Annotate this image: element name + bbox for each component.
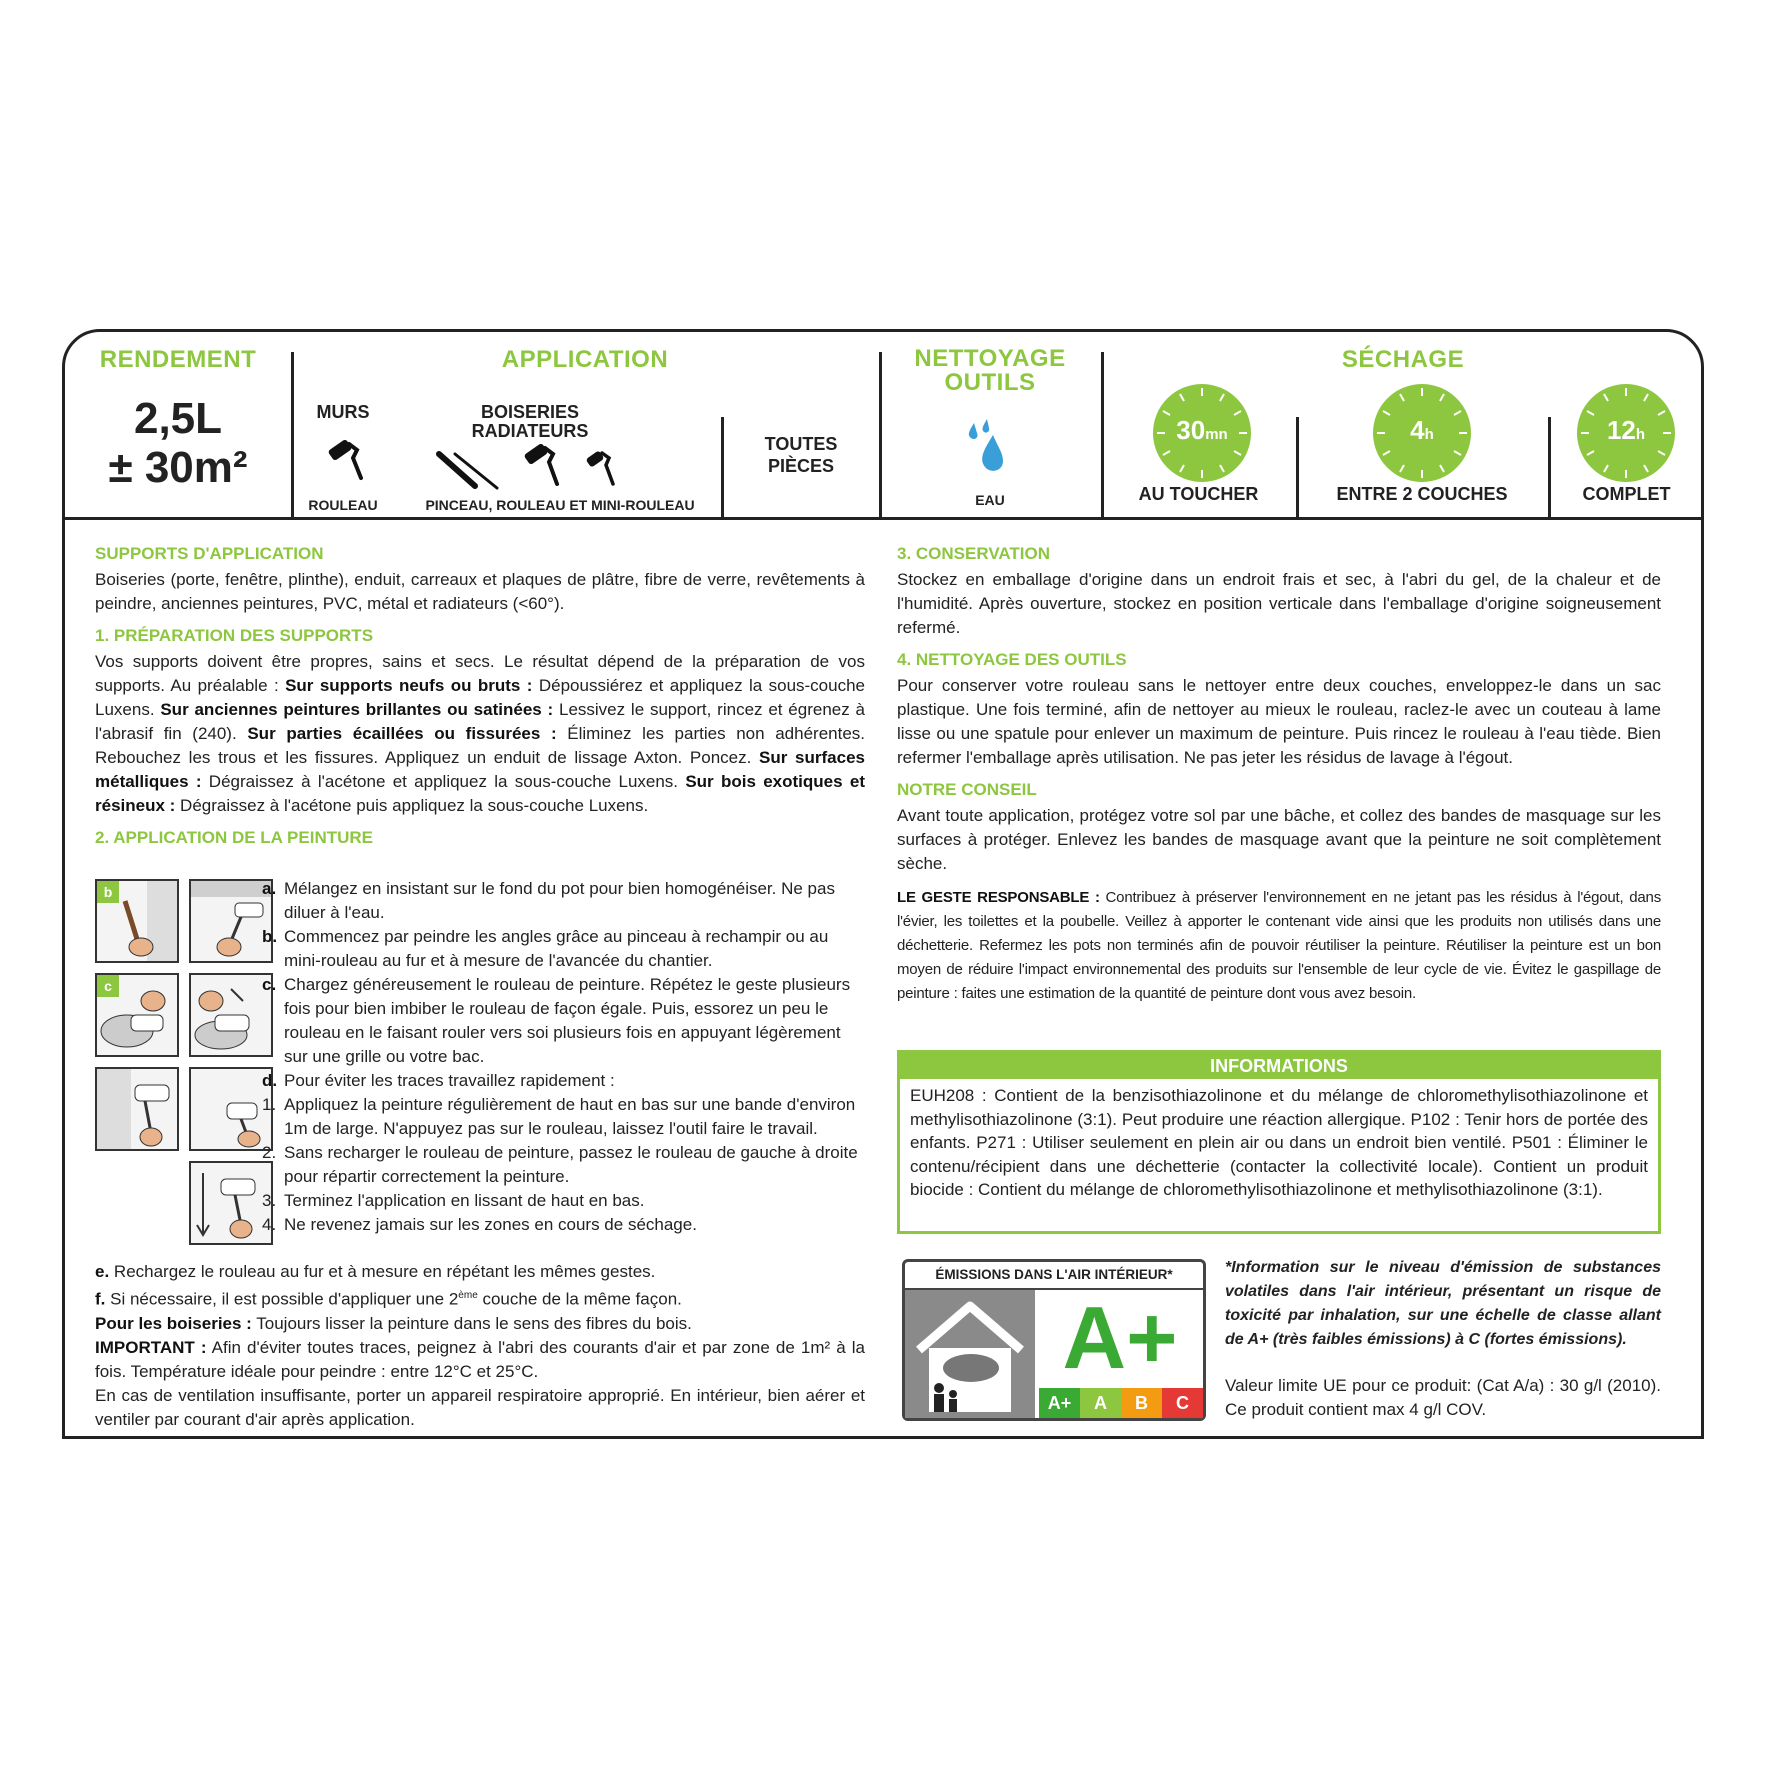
emissions-note: *Information sur le niveau d'émission de substances volatiles dans l'air intérieur, présentant un risque de toxicité par inhalation, sur une échelle de classe allant de A+ (très faibles émissions) à C (fortes émissions). bbox=[1225, 1259, 1661, 1348]
header-band bbox=[65, 332, 1701, 520]
dry-value: 4 bbox=[1410, 415, 1425, 445]
scale-a: A bbox=[1080, 1388, 1121, 1418]
product-info-panel bbox=[62, 329, 1704, 1439]
illustration-roll-horizontal bbox=[189, 1067, 273, 1151]
application-steps bbox=[262, 877, 865, 1237]
step-tag: c bbox=[97, 975, 119, 997]
clock-icon bbox=[1373, 384, 1471, 482]
emissions-scale bbox=[1039, 1388, 1203, 1418]
illustration-roll-vertical bbox=[95, 1067, 179, 1151]
conservation-title: 3. CONSERVATION bbox=[897, 544, 1051, 563]
mini-roller-icon bbox=[585, 448, 619, 490]
dry-label: AU TOUCHER bbox=[1138, 484, 1259, 504]
informations-box bbox=[897, 1050, 1661, 1234]
murs-label: MURS bbox=[316, 402, 370, 422]
toutes-label: TOUTES bbox=[764, 434, 838, 454]
note-f: f. Si nécessaire, il est possible d'appliquer une 2ème couche de la même façon. bbox=[95, 1289, 682, 1309]
preparation-text: Vos supports doivent être propres, sains et secs. Le résultat dépend de la préparation de vos supports. Au préalable : Sur supports neufs ou bruts : Dépoussiérez et appliquez la sous-couche Luxens. Sur anciennes peintures brillantes ou satinées : Lessivez le support, rincez et égrenez à l'abrasif fin (240). Sur parties écaillées ou fissurées : Éliminez les parties non adhérentes. Rebouchez les trous et les fissures. Appliquez un enduit de lissage Axton. Poncez. Sur surfaces métalliques : Dégraissez à l'acétone et appliquez la sous-couche Luxens. Sur bois exotiques et résineux : Dégraissez à l'acétone puis appliquez la sous-couche Luxens. bbox=[95, 652, 866, 815]
brush-icon bbox=[435, 450, 505, 490]
illustration-brush-corner bbox=[95, 879, 179, 963]
nettoyage-title: NETTOYAGE bbox=[914, 345, 1066, 372]
emissions-grade: A+ bbox=[1062, 1288, 1178, 1387]
supports-text: Boiseries (porte, fenêtre, plinthe), enduit, carreaux et plaques de plâtre, fibre de verre, revêtements à peindre, anciennes peintures, PVC, métal et radiateurs (<60°). bbox=[95, 570, 865, 613]
step-tag: b bbox=[97, 881, 119, 903]
note-important: IMPORTANT : Afin d'éviter toutes traces, peignez à l'abri des courants d'air et par zone de 1m² à la fois. Température idéale pour peindre : entre 12°C et 25°C. bbox=[95, 1337, 865, 1381]
nettoyage-outils-text: Pour conserver votre rouleau sans le nettoyer entre deux couches, enveloppez-le dans un sac plastique. Une fois terminé, afin de nettoyer au mieux le rouleau, raclez-le avec un couteau à lame lisse ou une spatule pour enlever un maximum de peinture. Puis rincez le rouleau à l'eau tiède. Bien refermer l'emballage après utilisation. Ne pas jeter les résidus de lavage à l'égout. bbox=[897, 676, 1661, 767]
sechage-title: SÉCHAGE bbox=[1341, 346, 1465, 373]
roller-icon bbox=[327, 438, 367, 484]
roller-icon bbox=[523, 442, 565, 490]
scale-b: B bbox=[1121, 1388, 1162, 1418]
step-item: 4. Ne revenez jamais sur les zones en cours de séchage. bbox=[262, 1215, 697, 1234]
valeur-limite: Valeur limite UE pour ce produit: (Cat A/a) : 30 g/l (2010). Ce produit contient max 4 g/l COV. bbox=[1225, 1376, 1661, 1419]
step-item: 3. Terminez l'application en lissant de haut en bas. bbox=[262, 1191, 645, 1210]
divider bbox=[721, 417, 724, 517]
dry-unit: h bbox=[1424, 426, 1434, 443]
application-peinture-title: 2. APPLICATION DE LA PEINTURE bbox=[95, 828, 374, 847]
step-item: a. Mélangez en insistant sur le fond du pot pour bien homogénéiser. Ne pas diluer à l'eau. bbox=[262, 879, 835, 922]
boiseries-label: BOISERIES bbox=[480, 402, 580, 422]
water-drops-icon bbox=[965, 417, 1015, 479]
rendement-volume: 2,5L bbox=[133, 394, 223, 443]
outils-title: OUTILS bbox=[944, 369, 1036, 396]
step-item: b. Commencez par peindre les angles grâce au pinceau à rechampir ou au mini-rouleau au fur et à mesure de l'avancée du chantier. bbox=[262, 927, 829, 970]
dry-value: 12 bbox=[1606, 415, 1636, 445]
step-item: d. Pour éviter les traces travaillez rapidement : bbox=[262, 1071, 615, 1090]
conseil-title: NOTRE CONSEIL bbox=[897, 780, 1037, 799]
right-column bbox=[897, 536, 1661, 1006]
nettoyage-outils-title: 4. NETTOYAGE DES OUTILS bbox=[897, 650, 1127, 669]
dry-unit: mn bbox=[1205, 426, 1228, 443]
conservation-text: Stockez en emballage d'origine dans un endroit frais et sec, à l'abri du gel, de la chaleur et de l'humidité. Après ouverture, stockez en position verticale dans l'emballage d'origine soigneusement refermé. bbox=[897, 570, 1661, 637]
scale-a-plus: A+ bbox=[1039, 1388, 1080, 1418]
radiateurs-label: RADIATEURS bbox=[471, 421, 589, 441]
emissions-label bbox=[902, 1259, 1206, 1421]
application-title: APPLICATION bbox=[501, 346, 669, 373]
step-item: 1. Appliquez la peinture régulièrement de haut en bas sur une bande d'environ 1m de large. N'appuyez pas sur le rouleau, laissez l'outil faire le travail. bbox=[262, 1095, 856, 1138]
illustration-mini-roller bbox=[189, 879, 273, 963]
illustration-smooth-down bbox=[189, 1161, 273, 1245]
dry-label: ENTRE 2 COUCHES bbox=[1336, 484, 1508, 504]
divider bbox=[291, 352, 294, 517]
clock-icon bbox=[1153, 384, 1251, 482]
rendement-title: RENDEMENT bbox=[99, 346, 257, 373]
rendement-coverage: ± 30m² bbox=[108, 443, 248, 492]
note-e: e. Rechargez le rouleau au fur et à mesure en répétant les mêmes gestes. bbox=[95, 1262, 656, 1281]
left-column bbox=[95, 536, 865, 852]
informations-text: EUH208 : Contient de la benzisothiazolinone et du mélange de chloromethylisothiazolinone et methylisothiazolinone (3:1). Peut produire une réaction allergique. P102 : Tenir hors de portée des enfants. P271 : Utiliser seulement en plein air ou dans un endroit bien ventilé. P501 : Éliminer le contenu/récipient dans une déchetterie (contacter la collectivité locale). Contient un produit biocide : Contient du mélange de chloromethylisothiazolinone et methylisothiazolinone (3:1). bbox=[910, 1086, 1648, 1199]
step-item: 2. Sans recharger le rouleau de peinture, passez le rouleau de gauche à droite pour répartir correctement la peinture. bbox=[262, 1143, 858, 1186]
note-ventilation: En cas de ventilation insuffisante, porter un appareil respiratoire approprié. En intérieur, bien aérer et ventiler par courant d'air après application. bbox=[95, 1385, 865, 1429]
dry-label: COMPLET bbox=[1582, 484, 1671, 504]
scale-c: C bbox=[1162, 1388, 1203, 1418]
conseil-text: Avant toute application, protégez votre sol par une bâche, et collez des bandes de masquage sur les surfaces à protéger. Enlevez les bandes de masquage avant que la peinture ne soit complètement sèche. bbox=[897, 806, 1661, 873]
dry-value: 30 bbox=[1176, 415, 1206, 445]
step-item: c. Chargez généreusement le rouleau de peinture. Répétez le geste plusieurs fois pour bien imbiber le rouleau de façon égale. Puis, essorez un peu le rouleau en le faisant rouler vers soi plusieurs fois en appuyant légèrement sur une grille ou votre bac. bbox=[262, 975, 851, 1066]
emissions-title: ÉMISSIONS DANS L'AIR INTÉRIEUR* bbox=[905, 1262, 1203, 1290]
informations-title: INFORMATIONS bbox=[900, 1053, 1658, 1079]
geste-responsable: LE GESTE RESPONSABLE : Contribuez à préserver l'environnement en ne jetant pas les résidus à l'égout, dans l'évier, les toilettes et la poubelle. Veillez à apporter le contenant vide ainsi que les produits non utilisés dans une déchetterie. Refermez les pots non terminés afin de pouvoir réutiliser la peinture. Réutiliser la peinture est un bon moyen de réduire l'impact environnemental des produits sur l'ensemble de leur cycle de vie. Évitez le gaspillage de peinture : faites une estimation de la quantité de peinture dont vous avez besoin. bbox=[897, 889, 1662, 1002]
house-icon bbox=[905, 1290, 1035, 1418]
preparation-title: 1. PRÉPARATION DES SUPPORTS bbox=[95, 626, 374, 645]
clock-icon bbox=[1577, 384, 1675, 482]
left-notes bbox=[95, 1260, 865, 1432]
rouleau-label: ROULEAU bbox=[308, 497, 378, 513]
pieces-label: PIÈCES bbox=[767, 456, 835, 476]
illustration-load-roller bbox=[95, 973, 179, 1057]
eau-label: EAU bbox=[975, 492, 1005, 508]
supports-title: SUPPORTS D'APPLICATION bbox=[95, 544, 324, 563]
tools-label: PINCEAU, ROULEAU ET MINI-ROULEAU bbox=[425, 497, 695, 513]
note-boiseries: Pour les boiseries : Toujours lisser la peinture dans le sens des fibres du bois. bbox=[95, 1313, 692, 1333]
illustration-wring-roller bbox=[189, 973, 273, 1057]
dry-unit: h bbox=[1635, 426, 1646, 443]
